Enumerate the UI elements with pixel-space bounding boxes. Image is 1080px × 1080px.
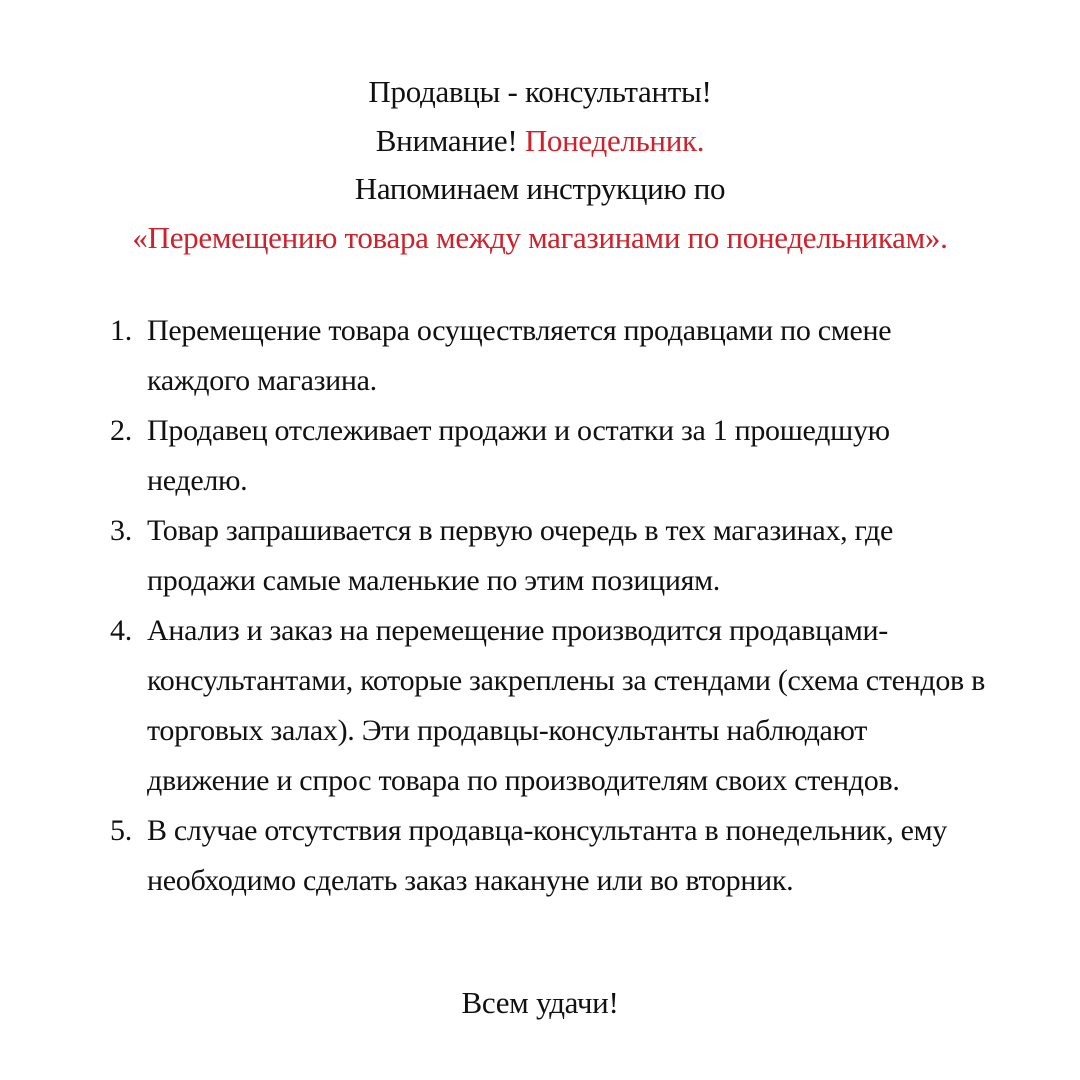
day-highlight: Понедельник. <box>524 122 705 158</box>
list-item <box>110 806 990 906</box>
list-item <box>110 506 990 606</box>
instruction-list <box>110 306 990 906</box>
header-attention <box>0 117 1080 166</box>
list-item <box>110 406 990 506</box>
item-text: Продавец отслеживает продажи и остатки за 1 прошедшую неделю. <box>147 414 890 497</box>
attention-label: Внимание! <box>375 122 525 158</box>
header-reminder: Напоминаем инструкцию по <box>354 171 726 206</box>
item-number: 4. <box>110 614 132 647</box>
closing-greeting: Всем удачи! <box>461 985 619 1020</box>
list-item <box>110 606 990 806</box>
item-number: 3. <box>110 514 132 547</box>
header-title: Продавцы - консультанты! <box>368 74 712 109</box>
item-text: В случае отсутствия продавца-консультанта в понедельник, ему необходимо сделать заказ накануне или во вторник. <box>147 814 947 897</box>
item-number: 5. <box>110 814 132 847</box>
item-number: 2. <box>110 414 132 447</box>
item-text: Товар запрашивается в первую очередь в тех магазинах, где продажи самые маленькие по этим позициям. <box>147 514 893 597</box>
list-item <box>110 306 990 406</box>
notice-header <box>0 68 1080 262</box>
item-text: Анализ и заказ на перемещение производится продавцами-консультантами, которые закреплены за стендами (схема стендов в торговых залах). Эти продавцы-консультанты наблюдают движение и спрос товара по производителям своих стендов. <box>147 614 985 797</box>
item-number: 1. <box>110 314 132 347</box>
instruction-title: «Перемещению товара между магазинами по понедельникам». <box>132 219 948 255</box>
item-text: Перемещение товара осуществляется продавцами по смене каждого магазина. <box>147 314 892 397</box>
